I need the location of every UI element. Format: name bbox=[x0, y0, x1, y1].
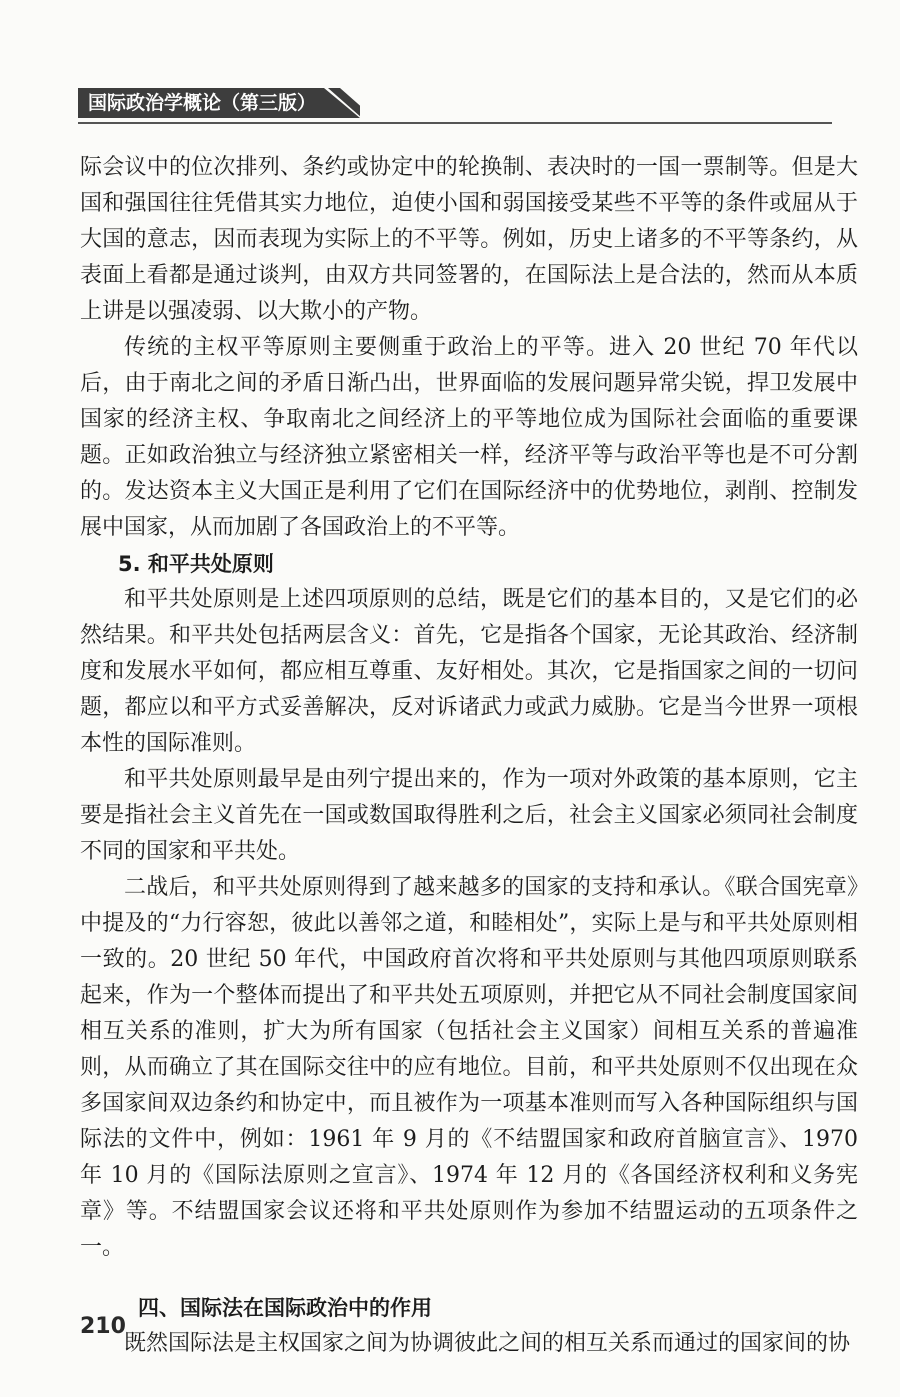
paragraph-6: 既然国际法是主权国家之间为协调彼此之间的相互关系而通过的国家间的协 bbox=[124, 1331, 851, 1356]
paragraph-3: 和平共处原则是上述四项原则的总结，既是它们的基本目的，又是它们的必然结果。和平共处包括两层含义：首先，它是指各个国家，无论其政治、经济制度和发展水平如何，都应相互尊重、友好相处。其次，它是指国家之间的一切问题，都应以和平方式妥善解决，反对诉诸武力或武力威胁。它是当今世界一项根本性的国际准则。 bbox=[80, 587, 858, 756]
running-header bbox=[78, 88, 360, 118]
running-header-title: 国际政治学概论（第三版） bbox=[88, 92, 317, 114]
subsection-heading: 5. 和平共处原则 bbox=[118, 552, 274, 576]
paragraph-2: 传统的主权平等原则主要侧重于政治上的平等。进入 20 世纪 70 年代以后，由于南北之间的矛盾日渐凸出，世界面临的发展问题异常尖锐，捍卫发展中国家的经济主权、争取南北之间经济上的平等地位成为国际社会面临的重要课题。正如政治独立与经济独立紧密相关一样，经济平等与政治平等也是不可分割的。发达资本主义大国正是利用了它们在国际经济中的优势地位，剥削、控制发展中国家，从而加剧了各国政治上的不平等。 bbox=[80, 335, 858, 540]
header-rule bbox=[78, 122, 832, 124]
paragraph-4: 和平共处原则最早是由列宁提出来的，作为一项对外政策的基本原则，它主要是指社会主义首先在一国或数国取得胜利之后，社会主义国家必须同社会制度不同的国家和平共处。 bbox=[80, 767, 858, 864]
page-number: 210 bbox=[80, 1314, 126, 1339]
section-heading: 四、国际法在国际政治中的作用 bbox=[138, 1296, 432, 1320]
paragraph-1: 际会议中的位次排列、条约或协定中的轮换制、表决时的一国一票制等。但是大国和强国往往凭借其实力地位，迫使小国和弱国接受某些不平等的条件或屈从于大国的意志，因而表现为实际上的不平等。例如，历史上诸多的不平等条约，从表面上看都是通过谈判，由双方共同签署的，在国际法上是合法的，然而从本质上讲是以强凌弱、以大欺小的产物。 bbox=[80, 155, 858, 324]
paragraph-5: 二战后，和平共处原则得到了越来越多的国家的支持和承认。《联合国宪章》中提及的“力行容恕，彼此以善邻之道，和睦相处”，实际上是与和平共处原则相一致的。20 世纪 50 年代，中国政府首次将和平共处原则与其他四项原则联系起来，作为一个整体而提出了和平共处五项原则，并把它从不同社会制度国家间相互关系的准则，扩大为所有国家（包括社会主义国家）间相互关系的普遍准则，从而确立了其在国际交往中的应有地位。目前，和平共处原则不仅出现在众多国家间双边条约和协定中，而且被作为一项基本准则而写入各种国际组织与国际法的文件中，例如：1961 年 9 月的《不结盟国家和政府首脑宣言》、1970 年 10 月的《国际法原则之宣言》、1974 年 12 月的《各国经济权利和义务宪章》等。不结盟国家会议还将和平共处原则作为参加不结盟运动的五项条件之一。 bbox=[80, 875, 858, 1260]
page-body bbox=[80, 150, 858, 1362]
